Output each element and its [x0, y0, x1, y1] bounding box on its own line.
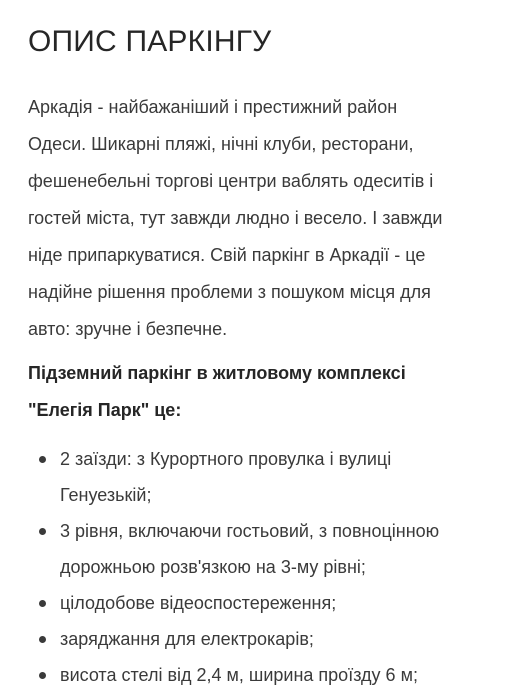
page-title: ОПИС ПАРКІНГУ	[28, 25, 272, 58]
intro-line: фешенебельні торгові центри ваблять одеситів і	[28, 171, 434, 191]
list-item	[0, 621, 531, 657]
intro-line: гостей міста, тут завжди людно і весело. І завжди	[28, 208, 443, 228]
list-item	[0, 657, 531, 693]
intro-line: надійне рішення проблеми з пошуком місця для	[28, 282, 431, 302]
intro-line: Аркадія - найбажаніший і престижний район	[28, 97, 398, 117]
list-item-text: Генуезькій;	[60, 485, 152, 505]
bullet-icon	[39, 636, 46, 643]
list-item	[0, 585, 531, 621]
bullet-icon	[39, 600, 46, 607]
bullet-icon	[39, 528, 46, 535]
features-list	[0, 441, 531, 693]
bullet-icon	[39, 672, 46, 679]
intro-paragraph	[28, 89, 506, 348]
list-item-text: 3 рівня, включаючи гостьовий, з повноцінною	[60, 521, 440, 541]
list-item-text: дорожньою розв'язкою на 3-му рівні;	[60, 557, 366, 577]
list-item-text: заряджання для електрокарів;	[60, 629, 314, 649]
list-item-text: висота стелі від 2,4 м, ширина проїзду 6 м;	[60, 665, 418, 685]
subheading-line: "Елегія Парк" це:	[28, 400, 182, 420]
list-item	[0, 513, 531, 585]
features-subheading	[28, 355, 406, 429]
list-item-text: 2 заїзди: з Курортного провулка і вулиці	[60, 449, 392, 469]
bullet-icon	[39, 456, 46, 463]
subheading-line: Підземний паркінг в житловому комплексі	[28, 363, 406, 383]
list-item	[0, 441, 531, 513]
intro-line: Одеси. Шикарні пляжі, нічні клуби, ресторани,	[28, 134, 414, 154]
intro-line: авто: зручне і безпечне.	[28, 319, 228, 339]
list-item-text: цілодобове відеоспостереження;	[60, 593, 337, 613]
intro-line: ніде припаркуватися. Свій паркінг в Аркадії - це	[28, 245, 426, 265]
